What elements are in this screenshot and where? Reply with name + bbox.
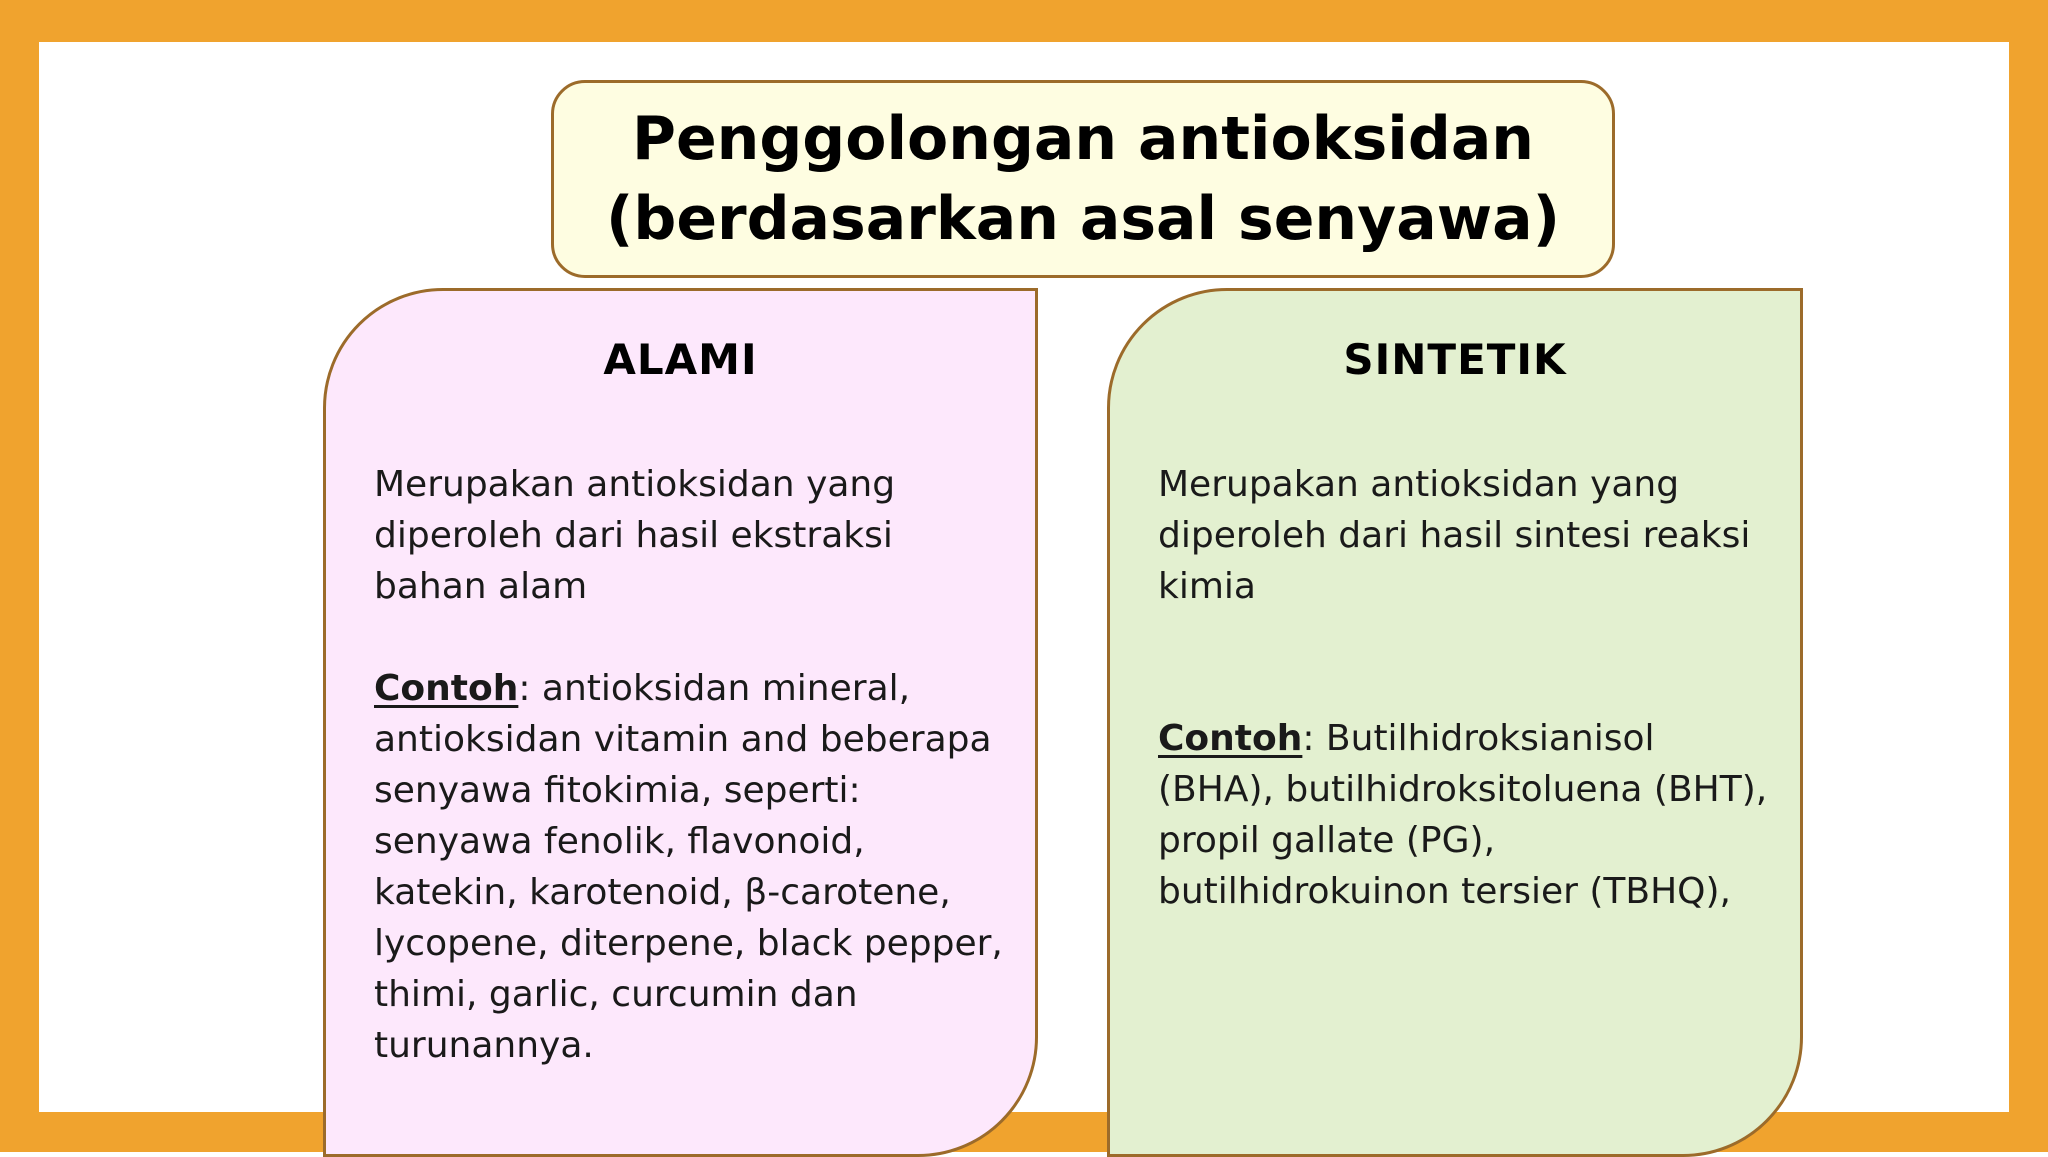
alami-example-text: : antioksidan mineral, antioksidan vitamin and beberapa senyawa fitokimia, seperti: senyawa fenolik, flavonoid, katekin, karotenoid, β-carotene, lycopene, diterpene, black pepper, thimi, garlic, curcumin dan turunannya. xyxy=(374,668,1003,1066)
alami-description: Merupakan antioksidan yang diperoleh dari hasil ekstraksi bahan alam xyxy=(374,464,896,607)
sintetik-card xyxy=(1107,288,1803,1157)
alami-heading: ALAMI xyxy=(603,335,758,384)
alami-example xyxy=(374,663,1005,1071)
sintetik-example-text: : Butilhidroksianisol (BHA), butilhidroksitoluena (BHT), propil gallate (PG), butilhidrokuinon tersier (TBHQ), xyxy=(1158,718,1768,912)
alami-card xyxy=(323,288,1038,1157)
title-box xyxy=(551,80,1615,278)
alami-example-label: Contoh xyxy=(374,668,519,709)
sintetik-example-label: Contoh xyxy=(1158,718,1303,759)
sintetik-example xyxy=(1158,713,1770,917)
sintetik-description: Merupakan antioksidan yang diperoleh dari hasil sintesi reaksi kimia xyxy=(1158,464,1751,607)
title-line-2: (berdasarkan asal senyawa) xyxy=(605,184,1561,254)
slide-canvas xyxy=(39,42,2009,1112)
title-line-1: Penggolongan antioksidan xyxy=(631,104,1535,174)
sintetik-heading: SINTETIK xyxy=(1343,335,1567,384)
